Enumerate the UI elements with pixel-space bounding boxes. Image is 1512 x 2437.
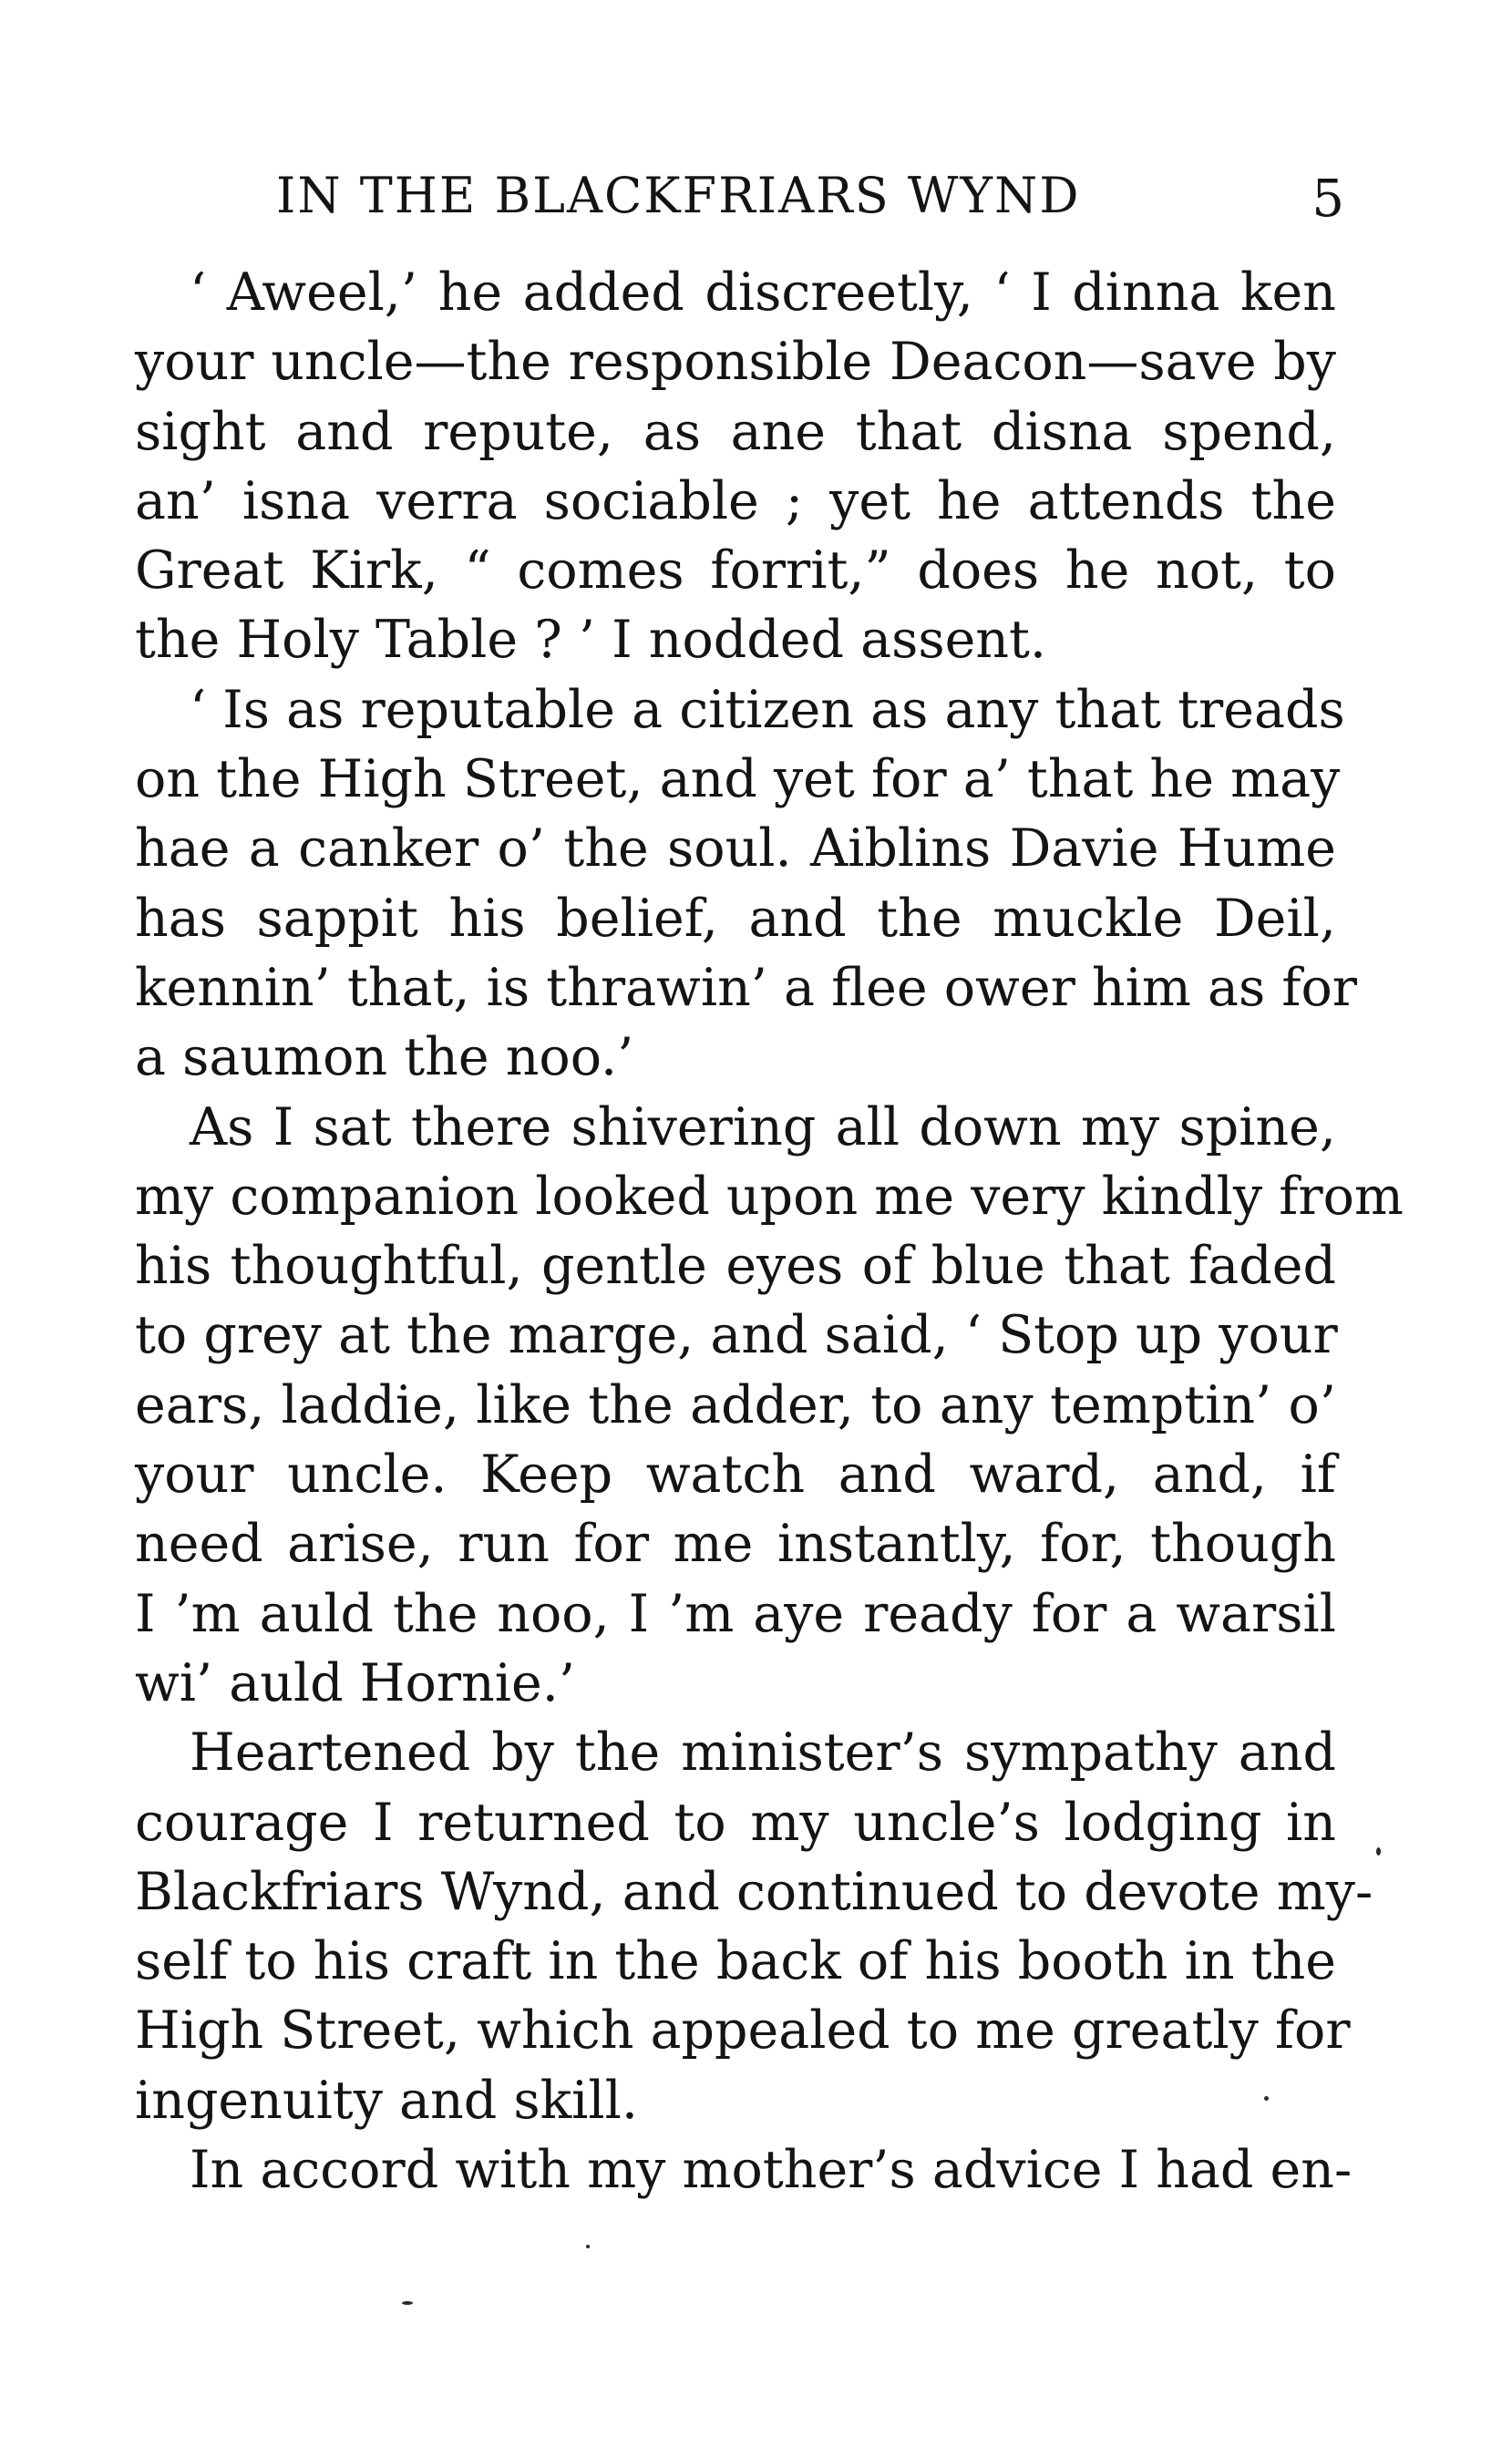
body-text: [135, 258, 1404, 2205]
text-line: Heartened by the minister’s sympathy and: [190, 1722, 1336, 1784]
text-line: ‘ Aweel,’ he added discreetly, ‘ I dinna ken: [190, 262, 1336, 323]
text-line: my companion looked upon me very kindly from: [135, 1166, 1404, 1227]
text-line: courage I returned to my uncle’s lodging in: [135, 1792, 1336, 1853]
text-line: his thoughtful, gentle eyes of blue that faded: [135, 1236, 1336, 1297]
scan-speck: [1264, 2096, 1269, 2101]
text-line: need arise, run for me instantly, for, though: [135, 1514, 1336, 1575]
running-head: [132, 159, 1344, 232]
text-line: In accord with my mother’s advice I had en-: [190, 2140, 1353, 2201]
text-line: sight and repute, as ane that disna spend,: [135, 401, 1336, 462]
text-line: High Street, which appealed to me greatly for: [135, 2000, 1351, 2062]
text-line: hae a canker o’ the soul. Aiblins Davie Hume: [135, 818, 1336, 879]
text-line: I ’m auld the noo, I ’m aye ready for a warsil: [135, 1583, 1336, 1644]
text-line: has sappit his belief, and the muckle Deil,: [135, 888, 1336, 949]
scan-speck: [402, 2301, 413, 2305]
text-line: Great Kirk, “ comes forrit,” does he not, to: [135, 540, 1336, 602]
text-line: your uncle—the responsible Deacon—save by: [135, 332, 1336, 393]
text-line: ingenuity and skill.: [135, 2070, 638, 2131]
text-line: ‘ Is as reputable a citizen as any that treads: [190, 679, 1345, 740]
text-line: self to his craft in the back of his booth in the: [135, 1931, 1337, 1992]
text-line: As I sat there shivering all down my spine,: [190, 1096, 1336, 1157]
text-line: on the High Street, and yet for a’ that he may: [135, 749, 1341, 810]
text-line: wi’ auld Hornie.’: [135, 1652, 575, 1713]
text-line: ears, laddie, like the adder, to any temptin’ o’: [135, 1374, 1336, 1435]
text-line: kennin’ that, is thrawin’ a flee ower him as for: [135, 957, 1358, 1018]
text-line: an’ isna verra sociable ; yet he attends the: [135, 470, 1336, 531]
text-line: Blackfriars Wynd, and continued to devote my-: [135, 1861, 1373, 1922]
running-title: IN THE BLACKFRIARS WYND: [276, 167, 1081, 224]
text-line: a saumon the noo.’: [135, 1027, 634, 1088]
text-line: your uncle. Keep watch and ward, and, if: [135, 1445, 1336, 1506]
text-line: to grey at the marge, and said, ‘ Stop up your: [135, 1305, 1338, 1366]
scan-speck: [1376, 1847, 1381, 1856]
text-line: the Holy Table ? ’ I nodded assent.: [135, 610, 1047, 671]
scan-speck: [586, 2245, 590, 2248]
page-number: 5: [1311, 170, 1344, 229]
